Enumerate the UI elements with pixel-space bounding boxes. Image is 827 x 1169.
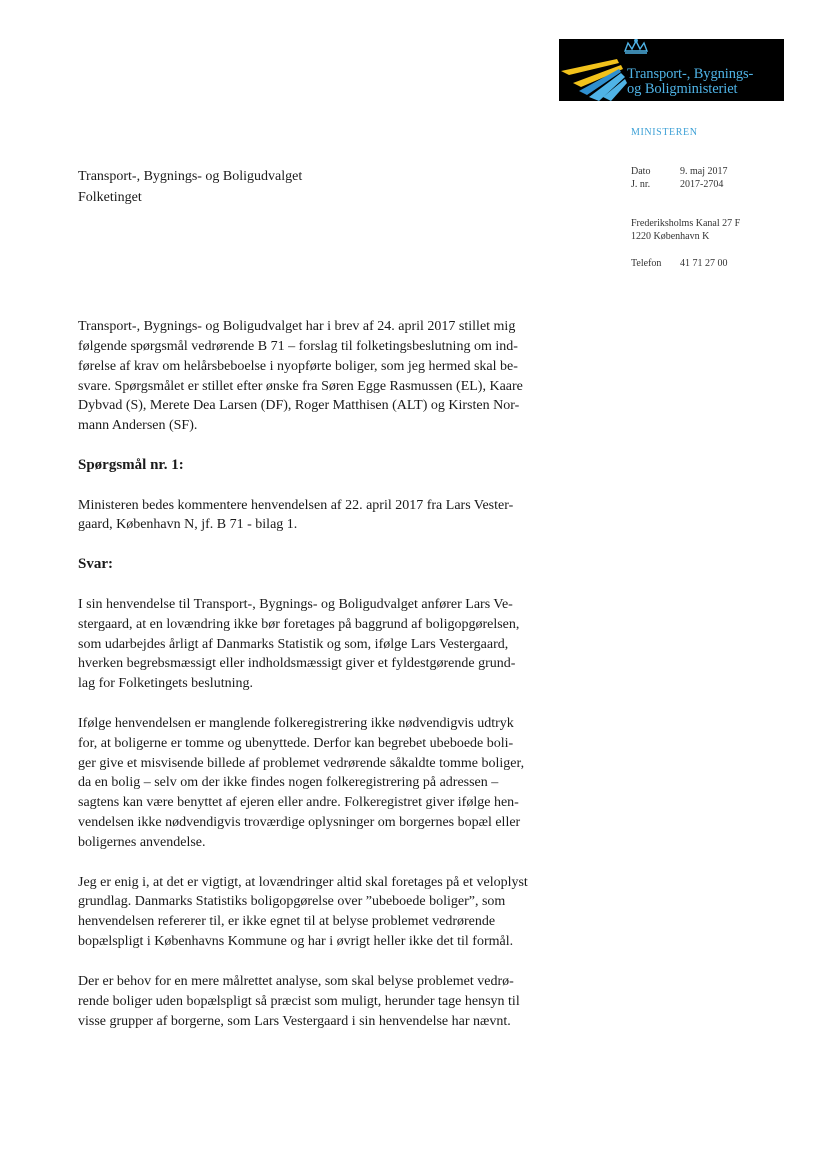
journal-number-value: 2017-2704 bbox=[680, 179, 724, 190]
date-label: Dato bbox=[631, 166, 651, 177]
address-line: 1220 København K bbox=[631, 231, 710, 242]
date-value: 9. maj 2017 bbox=[680, 166, 728, 177]
intro-paragraph: Transport-, Bygnings- og Boligudvalget har i brev af 24. april 2017 stillet mig følgende spørgsmål vedrørende B 71 – forslag til folketingsbeslutning om ind- førelse af krav om helårsbeboelse i nyopførte boliger, som jeg hermed skal be- svare. Spørgsmålet er stillet efter ønske fra Søren Egge Rasmussen (EL), Kaare Dybvad (S), Merete Dea Larsen (DF), Roger Matthisen (ALT) og Kirsten Nor- mann Andersen (SF). bbox=[78, 319, 523, 434]
recipient-organization: Folketinget bbox=[78, 190, 142, 205]
question-heading: Spørgsmål nr. 1: bbox=[78, 456, 184, 473]
answer-paragraph: Ifølge henvendelsen er manglende folkeregistrering ikke nødvendigvis udtryk for, at boligerne er tomme og ubenyttede. Derfor kan begrebet ubeboede boli- ger give et misvisende billede af problemet vedrørende såkaldte tomme boliger, da en bolig – selv om der ikke findes nogen folkeregistrering på adressen – sagtens kan være benyttet af ejeren eller andre. Folkeregistret giver ifølge hen- vendelsen ikke nødvendigvis troværdige oplysninger om borgernes bopæl eller boligernes anvendelse. bbox=[78, 715, 525, 850]
question-paragraph: Ministeren bedes kommentere henvendelsen af 22. april 2017 fra Lars Vester- gaard, København N, jf. B 71 - bilag 1. bbox=[78, 497, 514, 533]
address-block bbox=[631, 217, 740, 243]
letter-body bbox=[78, 317, 598, 1051]
logo-wordmark: Transport-, Bygnings- og Boligministeriet bbox=[627, 66, 754, 97]
recipient-name: Transport-, Bygnings- og Boligudvalget bbox=[78, 169, 303, 184]
journal-number-label: J. nr. bbox=[631, 179, 651, 190]
phone-value: 41 71 27 00 bbox=[680, 258, 728, 269]
answer-paragraph: I sin henvendelse til Transport-, Bygnings- og Boligudvalget anfører Lars Ve- stergaard, at en lovændring ikke bør foretages på baggrund af boligopgørelsen, som udarbejdes årligt af Danmarks Statistik og som, ifølge Lars Vestergaard, hverken begrebsmæssigt eller indholdsmæssigt giver et fyldestgørende grund- lag for Folketingets beslutning. bbox=[78, 596, 520, 692]
ministry-logo bbox=[559, 39, 784, 101]
phone-label: Telefon bbox=[631, 258, 662, 269]
recipient-block bbox=[78, 166, 302, 208]
answer-heading: Svar: bbox=[78, 556, 113, 573]
sender-label: MINISTEREN bbox=[631, 127, 698, 138]
answer-paragraph: Jeg er enig i, at det er vigtigt, at lovændringer altid skal foretages på et veloplyst grundlag. Danmarks Statistiks boligopgørelse over ”ubeboede boliger”, som henvendelsen refererer til, er ikke egnet til at belyse problemet vedrørende bopælspligt i Københavns Kommune og har i øvrigt heller ikke det til formål. bbox=[78, 874, 528, 950]
answer-paragraph: Der er behov for en mere målrettet analyse, som skal belyse problemet vedrø- rende boliger uden bopælspligt så præcist som muligt, herunder tage hensyn til visse grupper af borgerne, som Lars Vestergaard i sin henvendelse har nævnt. bbox=[78, 973, 520, 1029]
address-line: Frederiksholms Kanal 27 F bbox=[631, 218, 741, 229]
